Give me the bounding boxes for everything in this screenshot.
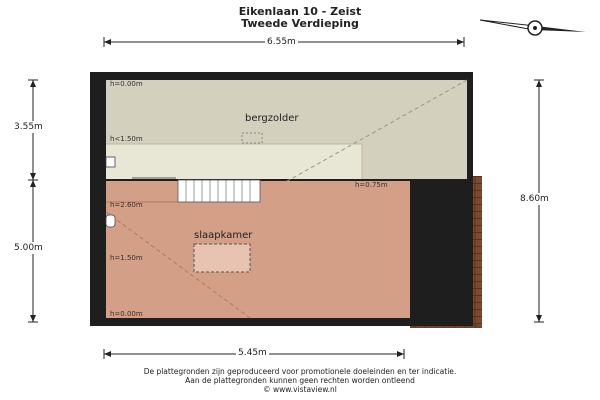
bedroom-wall-right [410,179,418,326]
room-name-slaapkamer: slaapkamer [194,230,253,241]
footer-copyright: © www.vistaview.nl [263,385,337,394]
height-attic-lower: h<1.50m [110,135,143,143]
height-bedroom-right: h=0.75m [355,181,388,189]
bottom-width-label: 5.45m [238,348,267,358]
attic-low-zone [106,144,362,179]
room-name-bergzolder: bergzolder [245,113,299,124]
plan-title: Eikenlaan 10 - Zeist [238,5,362,18]
top-width-label: 6.55m [267,37,296,47]
footer-disclaimer-2: Aan de plattegronden kunnen geen rechten worden ontleend [185,376,415,385]
height-bedroom-upper: h=2.60m [110,201,143,209]
footer-disclaimer-1: De plattegronden zijn geproduceerd voor promotionele doeleinden en ter indicatie. [143,367,457,376]
right-height-label: 8.60m [520,194,549,204]
height-attic-top: h=0.00m [110,80,143,88]
height-bedroom-mid: h=1.50m [110,254,143,262]
floor-plan [90,72,485,330]
left-dimension-line [27,76,39,326]
left-upper-height-label: 3.55m [14,122,43,132]
left-lower-height-label: 5.00m [14,243,43,253]
compass-icon [478,12,588,42]
height-bedroom-bottom: h=0.00m [110,310,143,318]
skylight [194,244,250,272]
plan-subtitle: Tweede Verdieping [241,17,359,30]
